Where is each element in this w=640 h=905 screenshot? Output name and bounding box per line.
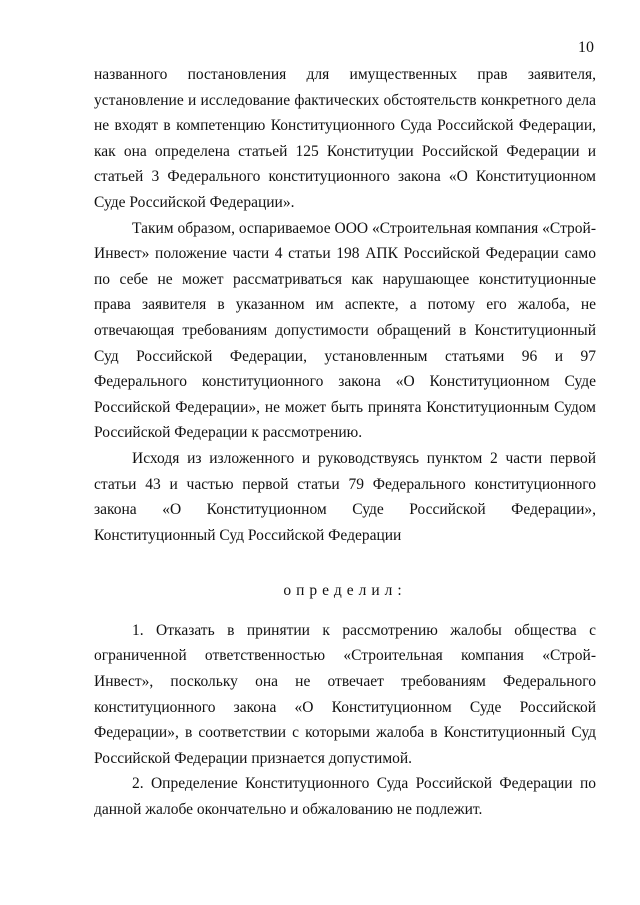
paragraph-continuation: названного постановления для имущественных прав заявителя, установление и исследование фактических обстоятельств конкретного дела не входят в компетенцию Конституционного Суда Российской Федерации, как она определена статьей 125 Конституции Российской Федерации и статьей 3 Федерального конституционного закона «О Конституционном Суде Российской Федерации».	[94, 66, 596, 211]
document-body	[94, 62, 596, 823]
page-number: 10	[578, 39, 594, 56]
ruling-item-1: 1. Отказать в принятии к рассмотрению жалобы общества с ограниченной ответственностью «Строительная компания «Строй-Инвест», поскольку она не отвечает требованиям Федерального конституционного закона «О Конституционном Суде Российской Федерации», в соответствии с которыми жалоба в Конституционный Суд Российской Федерации признается допустимой.	[94, 621, 596, 767]
paragraph-conclusion: Таким образом, оспариваемое ООО «Строительная компания «Строй-Инвест» положение части 4 статьи 198 АПК Российской Федерации само по себе не может рассматриваться как нарушающее конституционные права заявителя в указанном им аспекте, а потому его жалоба, не отвечающая требованиям допустимости обращений в Конституционный Суд Российской Федерации, установленным статьями 96 и 97 Федерального конституционного закона «О Конституционном Суде Российской Федерации», не может быть принята Конституционным Судом Российской Федерации к рассмотрению.	[94, 219, 596, 442]
ruling-item-2: 2. Определение Конституционного Суда Российской Федерации по данной жалобе окончательно и обжалованию не подлежит.	[94, 775, 596, 819]
ruling-heading: определил:	[283, 582, 407, 600]
paragraph-basis: Исходя из изложенного и руководствуясь пунктом 2 части первой статьи 43 и частью первой статьи 79 Федерального конституционного закона «О Конституционном Суде Российской Федерации», Конституционный Суд Российской Федерации	[94, 449, 596, 544]
